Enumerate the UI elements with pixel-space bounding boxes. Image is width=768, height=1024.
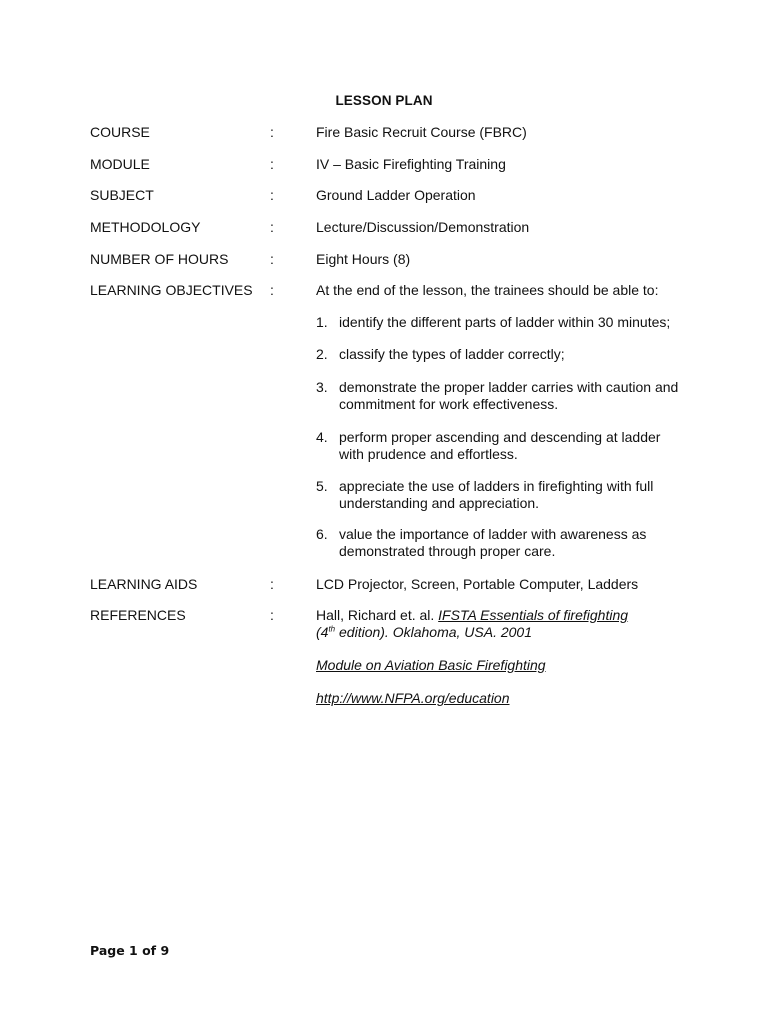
field-separator: : (270, 124, 274, 140)
field-label: LEARNING AIDS (90, 576, 198, 592)
field-value: Eight Hours (8) (316, 251, 411, 267)
field-label: SUBJECT (90, 187, 154, 203)
objective-number: 6. (316, 526, 328, 542)
field-subject (0, 187, 768, 207)
objective-text: identify the different parts of ladder within 30 minutes; (339, 314, 671, 330)
reference-edition-sup: th (328, 623, 336, 633)
reference-edition-open: (4 (316, 623, 329, 640)
field-separator: : (270, 576, 274, 592)
objective-text: demonstrate the proper ladder carries with caution and commitment for work effectiveness. (339, 379, 679, 412)
reference-item (316, 657, 696, 674)
field-value: IV – Basic Firefighting Training (316, 156, 506, 172)
page-title: LESSON PLAN (335, 93, 433, 108)
objective-number: 3. (316, 379, 328, 395)
reference-module-link[interactable]: Module on Aviation Basic Firefighting (316, 657, 546, 673)
field-label: NUMBER OF HOURS (90, 251, 229, 267)
reference-url-link[interactable]: http://www.NFPA.org/education (316, 690, 510, 706)
objective-number: 5. (316, 478, 328, 494)
field-label: MODULE (90, 156, 150, 172)
objective-number: 1. (316, 314, 328, 330)
reference-item (316, 690, 696, 707)
field-label: COURSE (90, 124, 150, 140)
objective-text: classify the types of ladder correctly; (339, 346, 565, 362)
reference-edition-rest: edition). Oklahoma, USA. 2001 (335, 623, 533, 640)
field-separator: : (270, 187, 274, 203)
field-separator: : (270, 282, 274, 298)
field-value: Lecture/Discussion/Demonstration (316, 219, 530, 235)
field-separator: : (270, 251, 274, 267)
objective-number: 4. (316, 429, 328, 445)
reference-item (316, 607, 696, 640)
reference-line (316, 624, 696, 641)
objective-text: value the importance of ladder with awareness as demonstrated through proper care. (339, 526, 647, 559)
field-course (0, 124, 768, 144)
field-separator: : (270, 607, 274, 623)
reference-line (316, 607, 696, 624)
field-separator: : (270, 156, 274, 172)
field-separator: : (270, 219, 274, 235)
field-label: REFERENCES (90, 607, 186, 623)
field-objectives (0, 282, 768, 302)
reference-book-link[interactable]: IFSTA Essentials of firefighting (438, 607, 629, 623)
page-footer: Page 1 of 9 (90, 943, 170, 958)
objective-text: perform proper ascending and descending at ladder with prudence and effortless. (339, 429, 661, 462)
reference-author: Hall, Richard et. al. (316, 607, 439, 623)
objective-text: appreciate the use of ladders in firefighting with full understanding and appreciation. (339, 478, 654, 511)
field-value: Ground Ladder Operation (316, 187, 476, 203)
field-methodology (0, 219, 768, 239)
field-aids (0, 576, 768, 596)
field-value: At the end of the lesson, the trainees should be able to: (316, 282, 659, 298)
field-value: LCD Projector, Screen, Portable Computer, Ladders (316, 576, 639, 592)
field-label: METHODOLOGY (90, 219, 201, 235)
objective-number: 2. (316, 346, 328, 362)
field-label: LEARNING OBJECTIVES (90, 282, 253, 298)
field-value: Fire Basic Recruit Course (FBRC) (316, 124, 527, 140)
field-hours (0, 251, 768, 271)
field-module (0, 156, 768, 176)
